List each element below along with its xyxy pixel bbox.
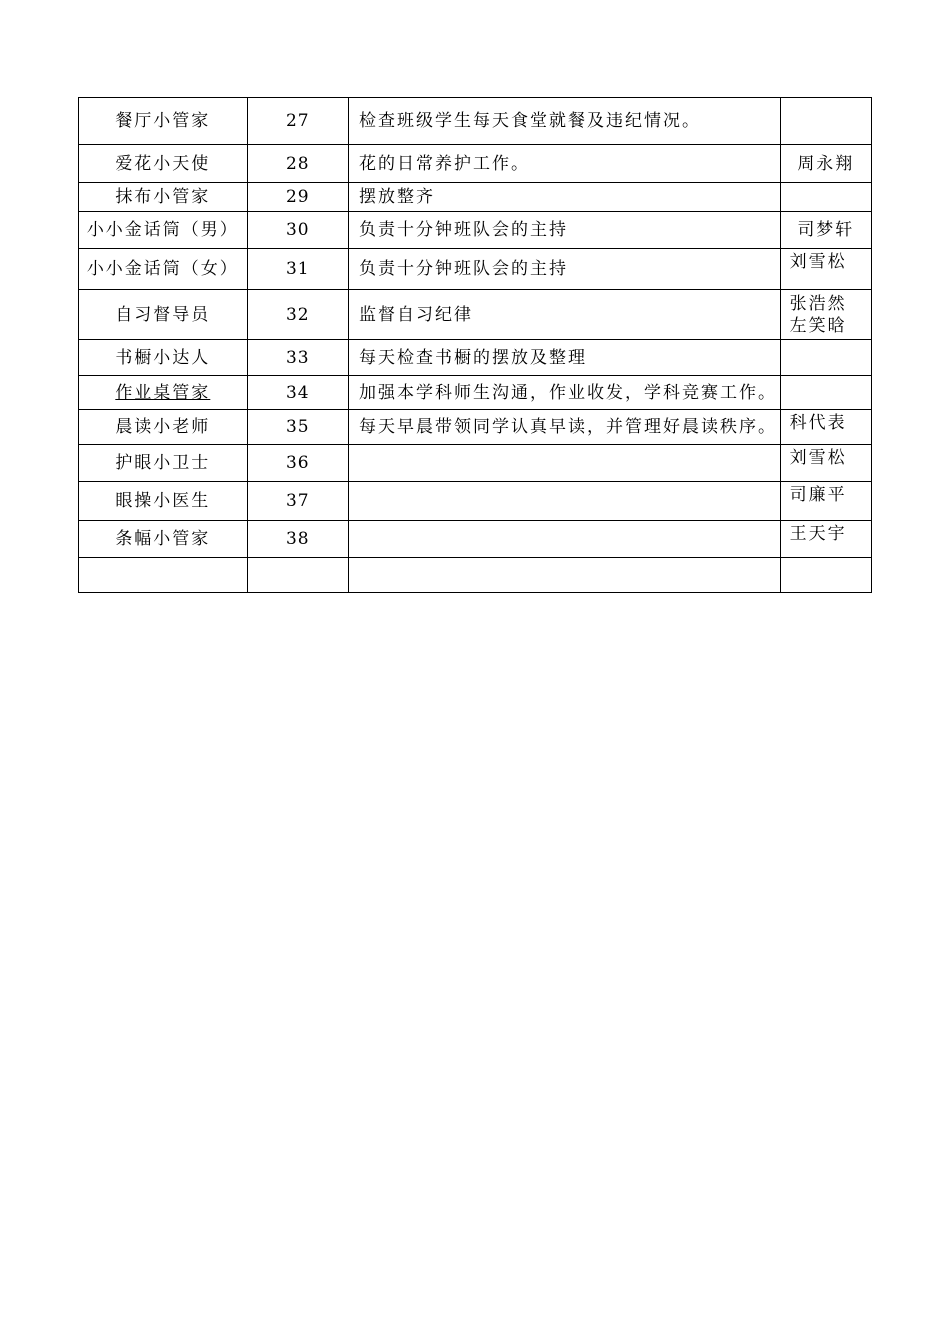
name-cell	[780, 376, 871, 410]
description-cell: 负责十分钟班队会的主持	[349, 212, 781, 249]
number-cell: 36	[247, 445, 348, 482]
description-cell: 每天早晨带领同学认真早读，并管理好晨读秩序。	[349, 410, 781, 445]
name-cell	[780, 183, 871, 212]
role-cell: 书橱小达人	[79, 340, 248, 376]
description-cell	[349, 482, 781, 521]
description-cell: 每天检查书橱的摆放及整理	[349, 340, 781, 376]
name-cell	[780, 558, 871, 593]
number-cell	[247, 558, 348, 593]
number-cell: 32	[247, 290, 348, 340]
role-cell	[79, 376, 248, 410]
name-cell	[780, 290, 871, 340]
table-row	[79, 376, 872, 410]
role-cell: 餐厅小管家	[79, 98, 248, 145]
number-cell: 27	[247, 98, 348, 145]
table-row	[79, 558, 872, 593]
name-line: 张浩然	[789, 293, 847, 314]
description-cell: 负责十分钟班队会的主持	[349, 249, 781, 290]
number-cell: 35	[247, 410, 348, 445]
name-cell: 王天宇	[780, 521, 871, 558]
name-cell: 司廉平	[780, 482, 871, 521]
number-cell: 38	[247, 521, 348, 558]
table-row	[79, 521, 872, 558]
table-row	[79, 290, 872, 340]
description-cell	[349, 558, 781, 593]
role-cell: 护眼小卫士	[79, 445, 248, 482]
role-cell: 眼操小医生	[79, 482, 248, 521]
duty-assignment-table	[78, 97, 872, 593]
table-row	[79, 98, 872, 145]
number-cell: 34	[247, 376, 348, 410]
role-cell: 小小金话筒（女）	[79, 249, 248, 290]
name-cell	[780, 98, 871, 145]
table-row	[79, 482, 872, 521]
name-cell	[780, 340, 871, 376]
name-cell: 刘雪松	[780, 445, 871, 482]
table-row	[79, 212, 872, 249]
role-cell	[79, 558, 248, 593]
role-cell: 爱花小天使	[79, 145, 248, 183]
number-cell: 29	[247, 183, 348, 212]
number-cell: 28	[247, 145, 348, 183]
role-cell: 小小金话筒（男）	[79, 212, 248, 249]
number-cell: 37	[247, 482, 348, 521]
number-cell: 33	[247, 340, 348, 376]
description-cell: 监督自习纪律	[349, 290, 781, 340]
number-cell: 31	[247, 249, 348, 290]
number-cell: 30	[247, 212, 348, 249]
name-cell: 司梦轩	[780, 212, 871, 249]
table-row	[79, 183, 872, 212]
table-row	[79, 145, 872, 183]
description-cell: 摆放整齐	[349, 183, 781, 212]
role-cell: 条幅小管家	[79, 521, 248, 558]
role-cell: 抹布小管家	[79, 183, 248, 212]
description-cell	[349, 445, 781, 482]
table-row	[79, 410, 872, 445]
description-cell	[349, 521, 781, 558]
table-row	[79, 340, 872, 376]
name-cell: 科代表	[780, 410, 871, 445]
role-cell: 自习督导员	[79, 290, 248, 340]
description-cell: 加强本学科师生沟通，作业收发，学科竞赛工作。	[349, 376, 781, 410]
name-cell: 刘雪松	[780, 249, 871, 290]
role-cell: 晨读小老师	[79, 410, 248, 445]
name-cell: 周永翔	[780, 145, 871, 183]
table-row	[79, 445, 872, 482]
description-cell: 花的日常养护工作。	[349, 145, 781, 183]
name-line: 左笑晗	[789, 315, 847, 336]
table-row	[79, 249, 872, 290]
role-label: 作业桌管家	[115, 382, 211, 403]
description-cell: 检查班级学生每天食堂就餐及违纪情况。	[349, 98, 781, 145]
